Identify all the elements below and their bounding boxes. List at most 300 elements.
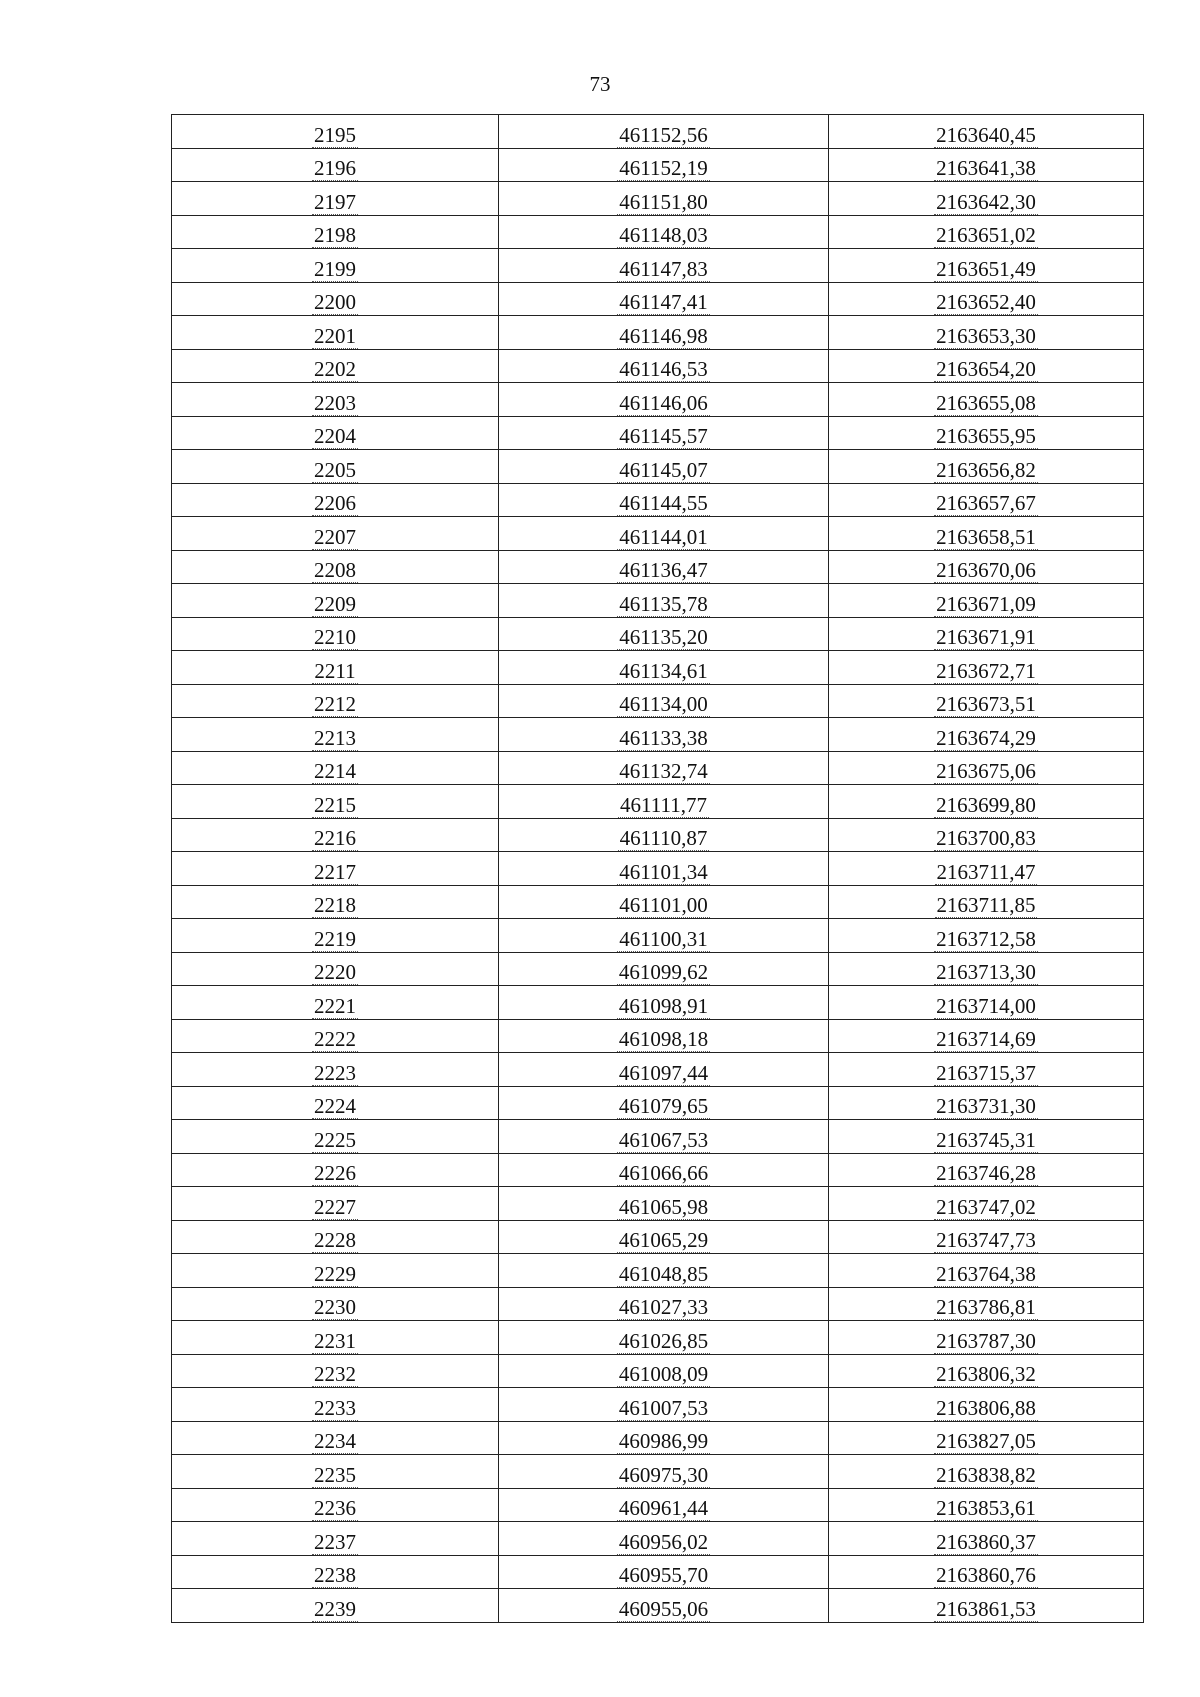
x-coordinate-cell bbox=[499, 1421, 829, 1455]
table-row bbox=[172, 349, 1144, 383]
x-coordinate-cell bbox=[499, 852, 829, 886]
point-number-cell bbox=[172, 986, 499, 1020]
y-coordinate-cell bbox=[829, 651, 1144, 685]
cell-value: 2163653,30 bbox=[936, 323, 1036, 348]
cell-value: 2232 bbox=[314, 1362, 356, 1386]
y-coordinate-cell bbox=[829, 1120, 1144, 1154]
cell-value: 2209 bbox=[314, 591, 356, 616]
y-coordinate-cell bbox=[829, 316, 1144, 350]
x-coordinate-cell bbox=[499, 1053, 829, 1087]
x-coordinate-cell bbox=[499, 1120, 829, 1154]
table-row bbox=[172, 550, 1144, 584]
cell-value: 461133,38 bbox=[619, 725, 708, 750]
y-coordinate-cell bbox=[829, 1488, 1144, 1522]
y-coordinate-cell bbox=[829, 1522, 1144, 1556]
x-coordinate-cell bbox=[499, 751, 829, 785]
x-coordinate-cell bbox=[499, 1522, 829, 1556]
cell-value: 2211 bbox=[314, 658, 356, 683]
table-row bbox=[172, 1388, 1144, 1422]
cell-value: 2199 bbox=[314, 256, 356, 281]
cell-value: 2237 bbox=[314, 1529, 356, 1554]
cell-value: 461151,80 bbox=[619, 189, 708, 214]
point-number-cell bbox=[172, 1120, 499, 1154]
cell-value: 2201 bbox=[314, 323, 356, 348]
cell-value: 461110,87 bbox=[619, 826, 708, 850]
cell-value: 2163764,38 bbox=[936, 1261, 1036, 1286]
table-row bbox=[172, 651, 1144, 685]
table-row bbox=[172, 1589, 1144, 1623]
cell-value: 2219 bbox=[314, 926, 356, 951]
x-coordinate-cell bbox=[499, 1488, 829, 1522]
y-coordinate-cell bbox=[829, 885, 1144, 919]
point-number-cell bbox=[172, 316, 499, 350]
x-coordinate-cell bbox=[499, 584, 829, 618]
table-row bbox=[172, 483, 1144, 517]
table-row bbox=[172, 852, 1144, 886]
x-coordinate-cell bbox=[499, 182, 829, 216]
point-number-cell bbox=[172, 115, 499, 149]
cell-value: 461134,61 bbox=[619, 658, 708, 683]
cell-value: 461026,85 bbox=[618, 1328, 709, 1353]
cell-value: 2222 bbox=[314, 1027, 356, 1051]
cell-value: 461097,44 bbox=[618, 1060, 709, 1085]
cell-value: 2163699,80 bbox=[936, 792, 1036, 817]
point-number-cell bbox=[172, 1555, 499, 1589]
point-number-cell bbox=[172, 148, 499, 182]
cell-value: 2227 bbox=[314, 1194, 356, 1219]
cell-value: 461098,18 bbox=[618, 1027, 709, 1051]
cell-value: 2163656,82 bbox=[936, 457, 1036, 482]
y-coordinate-cell bbox=[829, 952, 1144, 986]
y-coordinate-cell bbox=[829, 1053, 1144, 1087]
table-row bbox=[172, 718, 1144, 752]
table-row bbox=[172, 986, 1144, 1020]
cell-value: 2197 bbox=[314, 189, 356, 214]
y-coordinate-cell bbox=[829, 718, 1144, 752]
cell-value: 2202 bbox=[314, 357, 356, 381]
cell-value: 2163714,69 bbox=[936, 1027, 1036, 1051]
cell-value: 2163652,40 bbox=[936, 290, 1036, 314]
page-number: 73 bbox=[589, 72, 611, 96]
cell-value: 461065,29 bbox=[618, 1228, 709, 1252]
cell-value: 2203 bbox=[314, 390, 356, 415]
table-row bbox=[172, 684, 1144, 718]
cell-value: 461066,66 bbox=[618, 1161, 709, 1185]
point-number-cell bbox=[172, 919, 499, 953]
y-coordinate-cell bbox=[829, 1555, 1144, 1589]
point-number-cell bbox=[172, 550, 499, 584]
cell-value: 461101,34 bbox=[619, 859, 708, 884]
cell-value: 2163674,29 bbox=[936, 725, 1036, 750]
x-coordinate-cell bbox=[499, 1555, 829, 1589]
table-row bbox=[172, 617, 1144, 651]
cell-value: 2163657,67 bbox=[936, 491, 1036, 515]
point-number-cell bbox=[172, 785, 499, 819]
cell-value: 2208 bbox=[314, 558, 356, 582]
cell-value: 461100,31 bbox=[619, 926, 708, 951]
y-coordinate-cell bbox=[829, 818, 1144, 852]
cell-value: 461132,74 bbox=[619, 759, 708, 783]
table-row bbox=[172, 1522, 1144, 1556]
cell-value: 2163747,73 bbox=[936, 1228, 1036, 1252]
cell-value: 2163651,02 bbox=[936, 223, 1036, 247]
point-number-cell bbox=[172, 1086, 499, 1120]
cell-value: 2163715,37 bbox=[936, 1060, 1036, 1085]
cell-value: 2235 bbox=[314, 1462, 356, 1487]
point-number-cell bbox=[172, 1589, 499, 1623]
point-number-cell bbox=[172, 1220, 499, 1254]
cell-value: 461067,53 bbox=[618, 1127, 709, 1152]
cell-value: 461145,57 bbox=[619, 424, 708, 448]
cell-value: 461144,55 bbox=[619, 491, 708, 515]
x-coordinate-cell bbox=[499, 651, 829, 685]
table-row bbox=[172, 751, 1144, 785]
y-coordinate-cell bbox=[829, 182, 1144, 216]
y-coordinate-cell bbox=[829, 1187, 1144, 1221]
cell-value: 2207 bbox=[314, 524, 356, 549]
cell-value: 2163658,51 bbox=[936, 524, 1036, 549]
cell-value: 2163671,91 bbox=[936, 625, 1036, 649]
cell-value: 2238 bbox=[314, 1563, 356, 1587]
table-row bbox=[172, 1220, 1144, 1254]
x-coordinate-cell bbox=[499, 1321, 829, 1355]
y-coordinate-cell bbox=[829, 852, 1144, 886]
cell-value: 2217 bbox=[314, 859, 356, 884]
table-row bbox=[172, 1053, 1144, 1087]
x-coordinate-cell bbox=[499, 383, 829, 417]
cell-value: 2163853,61 bbox=[936, 1496, 1036, 1520]
table-row bbox=[172, 1421, 1144, 1455]
cell-value: 2163806,32 bbox=[936, 1362, 1036, 1386]
cell-value: 2163673,51 bbox=[936, 692, 1036, 716]
cell-value: 2163642,30 bbox=[936, 189, 1036, 214]
point-number-cell bbox=[172, 952, 499, 986]
x-coordinate-cell bbox=[499, 115, 829, 149]
cell-value: 461152,56 bbox=[619, 122, 708, 147]
table-row bbox=[172, 885, 1144, 919]
cell-value: 2214 bbox=[314, 759, 356, 783]
x-coordinate-cell bbox=[499, 416, 829, 450]
cell-value: 461152,19 bbox=[619, 156, 708, 180]
table-row bbox=[172, 416, 1144, 450]
cell-value: 460956,02 bbox=[618, 1529, 709, 1554]
cell-value: 2163838,82 bbox=[936, 1462, 1036, 1487]
cell-value: 2163655,95 bbox=[936, 424, 1036, 448]
coordinates-table bbox=[171, 114, 1144, 1623]
cell-value: 2163640,45 bbox=[936, 122, 1036, 147]
point-number-cell bbox=[172, 852, 499, 886]
x-coordinate-cell bbox=[499, 1153, 829, 1187]
cell-value: 2163860,76 bbox=[936, 1563, 1036, 1587]
table-row bbox=[172, 1019, 1144, 1053]
table-row bbox=[172, 517, 1144, 551]
y-coordinate-cell bbox=[829, 550, 1144, 584]
x-coordinate-cell bbox=[499, 483, 829, 517]
y-coordinate-cell bbox=[829, 1589, 1144, 1623]
y-coordinate-cell bbox=[829, 115, 1144, 149]
point-number-cell bbox=[172, 1488, 499, 1522]
point-number-cell bbox=[172, 249, 499, 283]
x-coordinate-cell bbox=[499, 684, 829, 718]
point-number-cell bbox=[172, 751, 499, 785]
cell-value: 2215 bbox=[314, 792, 356, 817]
x-coordinate-cell bbox=[499, 1455, 829, 1489]
table-row bbox=[172, 1086, 1144, 1120]
cell-value: 2163861,53 bbox=[936, 1596, 1036, 1621]
cell-value: 461048,85 bbox=[618, 1261, 709, 1286]
cell-value: 461146,53 bbox=[619, 357, 708, 381]
x-coordinate-cell bbox=[499, 517, 829, 551]
y-coordinate-cell bbox=[829, 986, 1144, 1020]
cell-value: 2205 bbox=[314, 457, 356, 482]
cell-value: 2220 bbox=[314, 960, 356, 984]
table-row bbox=[172, 1153, 1144, 1187]
cell-value: 2163786,81 bbox=[936, 1295, 1036, 1319]
y-coordinate-cell bbox=[829, 1388, 1144, 1422]
cell-value: 2163860,37 bbox=[936, 1529, 1036, 1554]
x-coordinate-cell bbox=[499, 1254, 829, 1288]
point-number-cell bbox=[172, 617, 499, 651]
x-coordinate-cell bbox=[499, 1589, 829, 1623]
y-coordinate-cell bbox=[829, 517, 1144, 551]
cell-value: 2236 bbox=[314, 1496, 356, 1520]
cell-value: 2224 bbox=[314, 1094, 356, 1118]
cell-value: 461065,98 bbox=[618, 1194, 709, 1219]
table-row bbox=[172, 249, 1144, 283]
point-number-cell bbox=[172, 1455, 499, 1489]
point-number-cell bbox=[172, 1053, 499, 1087]
point-number-cell bbox=[172, 684, 499, 718]
x-coordinate-cell bbox=[499, 1220, 829, 1254]
point-number-cell bbox=[172, 1321, 499, 1355]
cell-value: 461144,01 bbox=[619, 524, 708, 549]
cell-value: 2231 bbox=[314, 1328, 356, 1353]
cell-value: 2163745,31 bbox=[936, 1127, 1036, 1152]
point-number-cell bbox=[172, 1187, 499, 1221]
y-coordinate-cell bbox=[829, 1421, 1144, 1455]
cell-value: 460986,99 bbox=[618, 1429, 709, 1453]
table-row bbox=[172, 1555, 1144, 1589]
cell-value: 2239 bbox=[314, 1596, 356, 1621]
table-row bbox=[172, 182, 1144, 216]
cell-value: 2230 bbox=[314, 1295, 356, 1319]
cell-value: 2206 bbox=[314, 491, 356, 515]
cell-value: 2163731,30 bbox=[936, 1094, 1036, 1118]
cell-value: 461008,09 bbox=[618, 1362, 709, 1386]
y-coordinate-cell bbox=[829, 383, 1144, 417]
cell-value: 460955,06 bbox=[618, 1596, 709, 1621]
y-coordinate-cell bbox=[829, 919, 1144, 953]
y-coordinate-cell bbox=[829, 617, 1144, 651]
table-row bbox=[172, 1488, 1144, 1522]
cell-value: 2196 bbox=[314, 156, 356, 180]
y-coordinate-cell bbox=[829, 684, 1144, 718]
x-coordinate-cell bbox=[499, 450, 829, 484]
x-coordinate-cell bbox=[499, 785, 829, 819]
cell-value: 2226 bbox=[314, 1161, 356, 1185]
cell-value: 2163711,47 bbox=[936, 859, 1036, 884]
point-number-cell bbox=[172, 651, 499, 685]
point-number-cell bbox=[172, 718, 499, 752]
cell-value: 2212 bbox=[314, 692, 356, 716]
cell-value: 461146,98 bbox=[619, 323, 708, 348]
cell-value: 2163747,02 bbox=[936, 1194, 1036, 1219]
cell-value: 461101,00 bbox=[619, 893, 708, 917]
y-coordinate-cell bbox=[829, 249, 1144, 283]
cell-value: 461146,06 bbox=[619, 390, 708, 415]
cell-value: 2228 bbox=[314, 1228, 356, 1252]
point-number-cell bbox=[172, 818, 499, 852]
point-number-cell bbox=[172, 416, 499, 450]
table-row bbox=[172, 1287, 1144, 1321]
cell-value: 461111,77 bbox=[620, 792, 707, 817]
cell-value: 2163641,38 bbox=[936, 156, 1036, 180]
cell-value: 2198 bbox=[314, 223, 356, 247]
table-row bbox=[172, 1187, 1144, 1221]
table-row bbox=[172, 215, 1144, 249]
cell-value: 461136,47 bbox=[619, 558, 708, 582]
point-number-cell bbox=[172, 215, 499, 249]
cell-value: 2204 bbox=[314, 424, 356, 448]
point-number-cell bbox=[172, 1354, 499, 1388]
point-number-cell bbox=[172, 349, 499, 383]
cell-value: 461135,78 bbox=[619, 591, 708, 616]
cell-value: 461134,00 bbox=[619, 692, 708, 716]
cell-value: 2163787,30 bbox=[936, 1328, 1036, 1353]
point-number-cell bbox=[172, 1421, 499, 1455]
point-number-cell bbox=[172, 584, 499, 618]
point-number-cell bbox=[172, 1254, 499, 1288]
x-coordinate-cell bbox=[499, 1019, 829, 1053]
cell-value: 2163670,06 bbox=[936, 558, 1036, 582]
table-row bbox=[172, 450, 1144, 484]
cell-value: 2163700,83 bbox=[936, 826, 1036, 850]
x-coordinate-cell bbox=[499, 215, 829, 249]
x-coordinate-cell bbox=[499, 349, 829, 383]
table-row bbox=[172, 1354, 1144, 1388]
table-row bbox=[172, 148, 1144, 182]
cell-value: 461027,33 bbox=[618, 1295, 709, 1319]
x-coordinate-cell bbox=[499, 550, 829, 584]
x-coordinate-cell bbox=[499, 1086, 829, 1120]
cell-value: 461145,07 bbox=[619, 457, 708, 482]
x-coordinate-cell bbox=[499, 1187, 829, 1221]
cell-value: 2210 bbox=[314, 625, 356, 649]
y-coordinate-cell bbox=[829, 1287, 1144, 1321]
table-row bbox=[172, 1321, 1144, 1355]
y-coordinate-cell bbox=[829, 1086, 1144, 1120]
table-row bbox=[172, 1120, 1144, 1154]
y-coordinate-cell bbox=[829, 785, 1144, 819]
x-coordinate-cell bbox=[499, 952, 829, 986]
cell-value: 2163654,20 bbox=[936, 357, 1036, 381]
y-coordinate-cell bbox=[829, 1153, 1144, 1187]
y-coordinate-cell bbox=[829, 1321, 1144, 1355]
cell-value: 461147,41 bbox=[619, 290, 708, 314]
x-coordinate-cell bbox=[499, 718, 829, 752]
point-number-cell bbox=[172, 450, 499, 484]
cell-value: 460961,44 bbox=[618, 1496, 709, 1520]
y-coordinate-cell bbox=[829, 148, 1144, 182]
cell-value: 2225 bbox=[314, 1127, 356, 1152]
table-row bbox=[172, 115, 1144, 149]
point-number-cell bbox=[172, 1522, 499, 1556]
y-coordinate-cell bbox=[829, 215, 1144, 249]
y-coordinate-cell bbox=[829, 483, 1144, 517]
table-row bbox=[172, 1254, 1144, 1288]
cell-value: 2163712,58 bbox=[936, 926, 1036, 951]
x-coordinate-cell bbox=[499, 1354, 829, 1388]
x-coordinate-cell bbox=[499, 148, 829, 182]
cell-value: 2213 bbox=[314, 725, 356, 750]
x-coordinate-cell bbox=[499, 818, 829, 852]
cell-value: 460955,70 bbox=[618, 1563, 709, 1587]
cell-value: 461148,03 bbox=[619, 223, 708, 247]
point-number-cell bbox=[172, 517, 499, 551]
cell-value: 2195 bbox=[314, 122, 356, 147]
cell-value: 2216 bbox=[314, 826, 356, 850]
point-number-cell bbox=[172, 182, 499, 216]
cell-value: 461098,91 bbox=[618, 993, 709, 1018]
cell-value: 2163806,88 bbox=[936, 1395, 1036, 1420]
table-row bbox=[172, 282, 1144, 316]
cell-value: 2163711,85 bbox=[936, 893, 1036, 917]
cell-value: 461099,62 bbox=[618, 960, 709, 984]
x-coordinate-cell bbox=[499, 316, 829, 350]
cell-value: 461007,53 bbox=[618, 1395, 709, 1420]
table-row bbox=[172, 919, 1144, 953]
cell-value: 2163671,09 bbox=[936, 591, 1036, 616]
point-number-cell bbox=[172, 282, 499, 316]
x-coordinate-cell bbox=[499, 986, 829, 1020]
x-coordinate-cell bbox=[499, 1287, 829, 1321]
cell-value: 2223 bbox=[314, 1060, 356, 1085]
point-number-cell bbox=[172, 885, 499, 919]
y-coordinate-cell bbox=[829, 1455, 1144, 1489]
cell-value: 2229 bbox=[314, 1261, 356, 1286]
cell-value: 461079,65 bbox=[618, 1094, 709, 1118]
cell-value: 2163651,49 bbox=[936, 256, 1036, 281]
point-number-cell bbox=[172, 483, 499, 517]
table-row bbox=[172, 584, 1144, 618]
point-number-cell bbox=[172, 383, 499, 417]
cell-value: 2163746,28 bbox=[936, 1161, 1036, 1185]
x-coordinate-cell bbox=[499, 885, 829, 919]
y-coordinate-cell bbox=[829, 1019, 1144, 1053]
x-coordinate-cell bbox=[499, 249, 829, 283]
y-coordinate-cell bbox=[829, 1354, 1144, 1388]
coordinates-table-body bbox=[172, 115, 1144, 1623]
cell-value: 2163675,06 bbox=[936, 759, 1036, 783]
table-row bbox=[172, 818, 1144, 852]
cell-value: 2163713,30 bbox=[936, 960, 1036, 984]
cell-value: 2163714,00 bbox=[936, 993, 1036, 1018]
y-coordinate-cell bbox=[829, 282, 1144, 316]
table-row bbox=[172, 785, 1144, 819]
cell-value: 2163827,05 bbox=[936, 1429, 1036, 1453]
table-row bbox=[172, 1455, 1144, 1489]
cell-value: 2163672,71 bbox=[936, 658, 1036, 683]
point-number-cell bbox=[172, 1153, 499, 1187]
cell-value: 461135,20 bbox=[619, 625, 708, 649]
point-number-cell bbox=[172, 1019, 499, 1053]
y-coordinate-cell bbox=[829, 1220, 1144, 1254]
x-coordinate-cell bbox=[499, 919, 829, 953]
y-coordinate-cell bbox=[829, 349, 1144, 383]
point-number-cell bbox=[172, 1287, 499, 1321]
cell-value: 2200 bbox=[314, 290, 356, 314]
cell-value: 2234 bbox=[314, 1429, 356, 1453]
